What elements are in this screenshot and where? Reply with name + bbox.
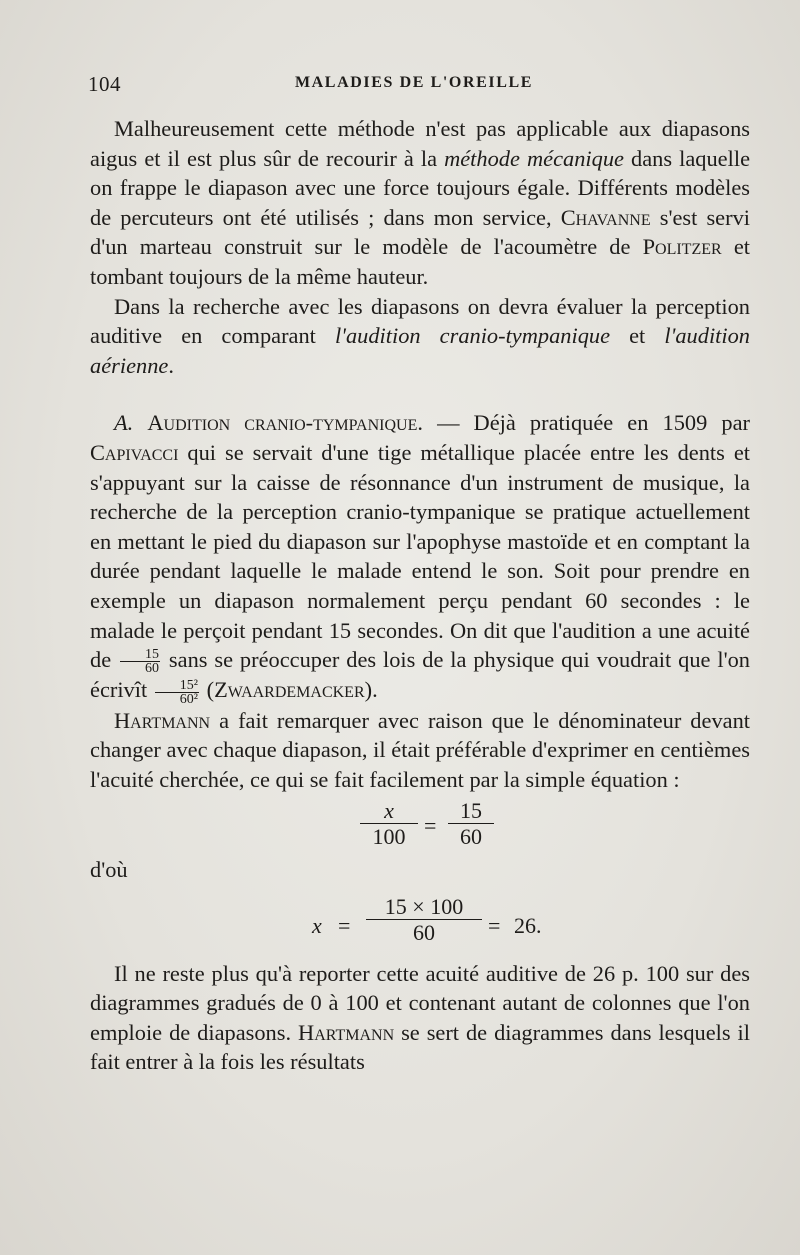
- fraction-squared: [155, 679, 199, 706]
- equation-proportion: [90, 795, 750, 849]
- author-name: Capivacci: [90, 439, 179, 465]
- fraction-denominator: 60²: [179, 691, 198, 707]
- equation-denominator: 60: [460, 823, 482, 849]
- section-title: Audition cranio-tympanique.: [147, 410, 423, 436]
- equation-numerator: 15: [448, 799, 494, 824]
- text-run: et: [610, 323, 665, 349]
- italic-term: l'audition aérienne: [90, 323, 750, 378]
- equation-fraction: [366, 895, 482, 946]
- body-text: [90, 114, 750, 1077]
- text-run: .: [168, 352, 174, 378]
- equation-result: [90, 889, 750, 959]
- text-run: Malheureusement cette méthode n'est pas applicable aux diapasons aigus et il est plus sûr de recourir à la: [90, 116, 750, 171]
- equation-result-value: 26.: [514, 912, 542, 938]
- page-header: [88, 66, 740, 96]
- paragraph-diagrammes: [90, 959, 750, 1077]
- equation-numerator: 15 × 100: [366, 895, 482, 920]
- text-run: Dans la recherche avec les diapasons on devra évaluer la perception auditive en comparant: [90, 293, 750, 349]
- equation-denominator: 60: [413, 919, 435, 945]
- equation-variable: x: [312, 912, 322, 938]
- text-run: sans se préoccuper des lois de la physique qui voudrait que l'on écrivît: [90, 647, 750, 703]
- equation-denominator: 100: [372, 823, 406, 849]
- fraction-numerator: 15²: [155, 679, 199, 693]
- author-name: Politzer: [642, 234, 722, 260]
- fraction-denominator: 60: [145, 661, 160, 677]
- author-name: Hartmann: [114, 707, 211, 733]
- italic-term: l'audition cranio-tympanique: [334, 323, 611, 349]
- text-run: se sert de diagrammes dans lesquels il fait entrer à la fois les résultats: [90, 1019, 750, 1075]
- author-name: Hartmann: [298, 1019, 395, 1045]
- dou-label: d'où: [90, 856, 128, 882]
- equation-lhs-fraction: [360, 799, 418, 850]
- text-run: et tombant toujours de la même hauteur.: [90, 234, 750, 289]
- equation-numerator: x: [360, 799, 418, 824]
- fraction-numerator: 15: [120, 648, 160, 662]
- paragraph-hartmann: [90, 706, 750, 795]
- author-name: Chavanne: [560, 204, 651, 230]
- paragraph-methode-mecanique: [90, 114, 750, 292]
- page-number: 104: [88, 72, 121, 96]
- text-run: ).: [364, 677, 378, 703]
- equals-sign: =: [424, 812, 437, 838]
- equals-sign: =: [488, 912, 501, 938]
- fraction-15-60: [120, 648, 160, 675]
- section-letter: A.: [114, 410, 134, 436]
- section-audition-cranio-tympanique: [90, 408, 750, 705]
- paragraph-comparaison: [90, 292, 750, 381]
- author-name: Zwaardemacker: [214, 677, 365, 703]
- running-title: MALADIES DE L'OREILLE: [294, 74, 534, 91]
- text-run: qui se servait d'une tige métallique placée entre les dents et s'appuyant sur la caisse de résonnance d'un instrument de musique, la recherche de la perception cranio-tympanique se pratique actuellement en mettant le pied du diapason sur l'apophyse mastoïde et en comptant la durée pendant laquelle le malade entend le son. Soit pour prendre en exemple un diapason normalement perçu pendant 60 secondes : le malade le perçoit pendant 15 secondes. On dit que l'audition a une acuité de: [90, 439, 750, 673]
- text-run: Il ne reste plus qu'à reporter cette acuité auditive de 26 p. 100 sur des diagrammes gradués de 0 à 100 et contenant autant de colonnes que l'on emploie de diapasons.: [90, 960, 750, 1045]
- text-run: dans laquelle on frappe le diapason avec une force toujours égale. Différents modèles de percuteurs ont été utilisés ; dans mon service,: [90, 145, 751, 230]
- italic-term: méthode mécanique: [444, 145, 624, 171]
- equals-sign: =: [338, 912, 351, 938]
- text-run: — Déjà pratiquée en 1509 par: [422, 410, 750, 436]
- text-run: a fait remarquer avec raison que le dénominateur devant changer avec chaque diapason, il était préférable d'exprimer en centièmes l'acuité cherchée, ce qui se fait facilement par la simple équation :: [90, 707, 750, 792]
- text-run: (: [201, 677, 215, 703]
- equation-rhs-fraction: [448, 799, 494, 850]
- text-run: s'est servi d'un marteau construit sur le modèle de l'acoumètre de: [90, 204, 750, 260]
